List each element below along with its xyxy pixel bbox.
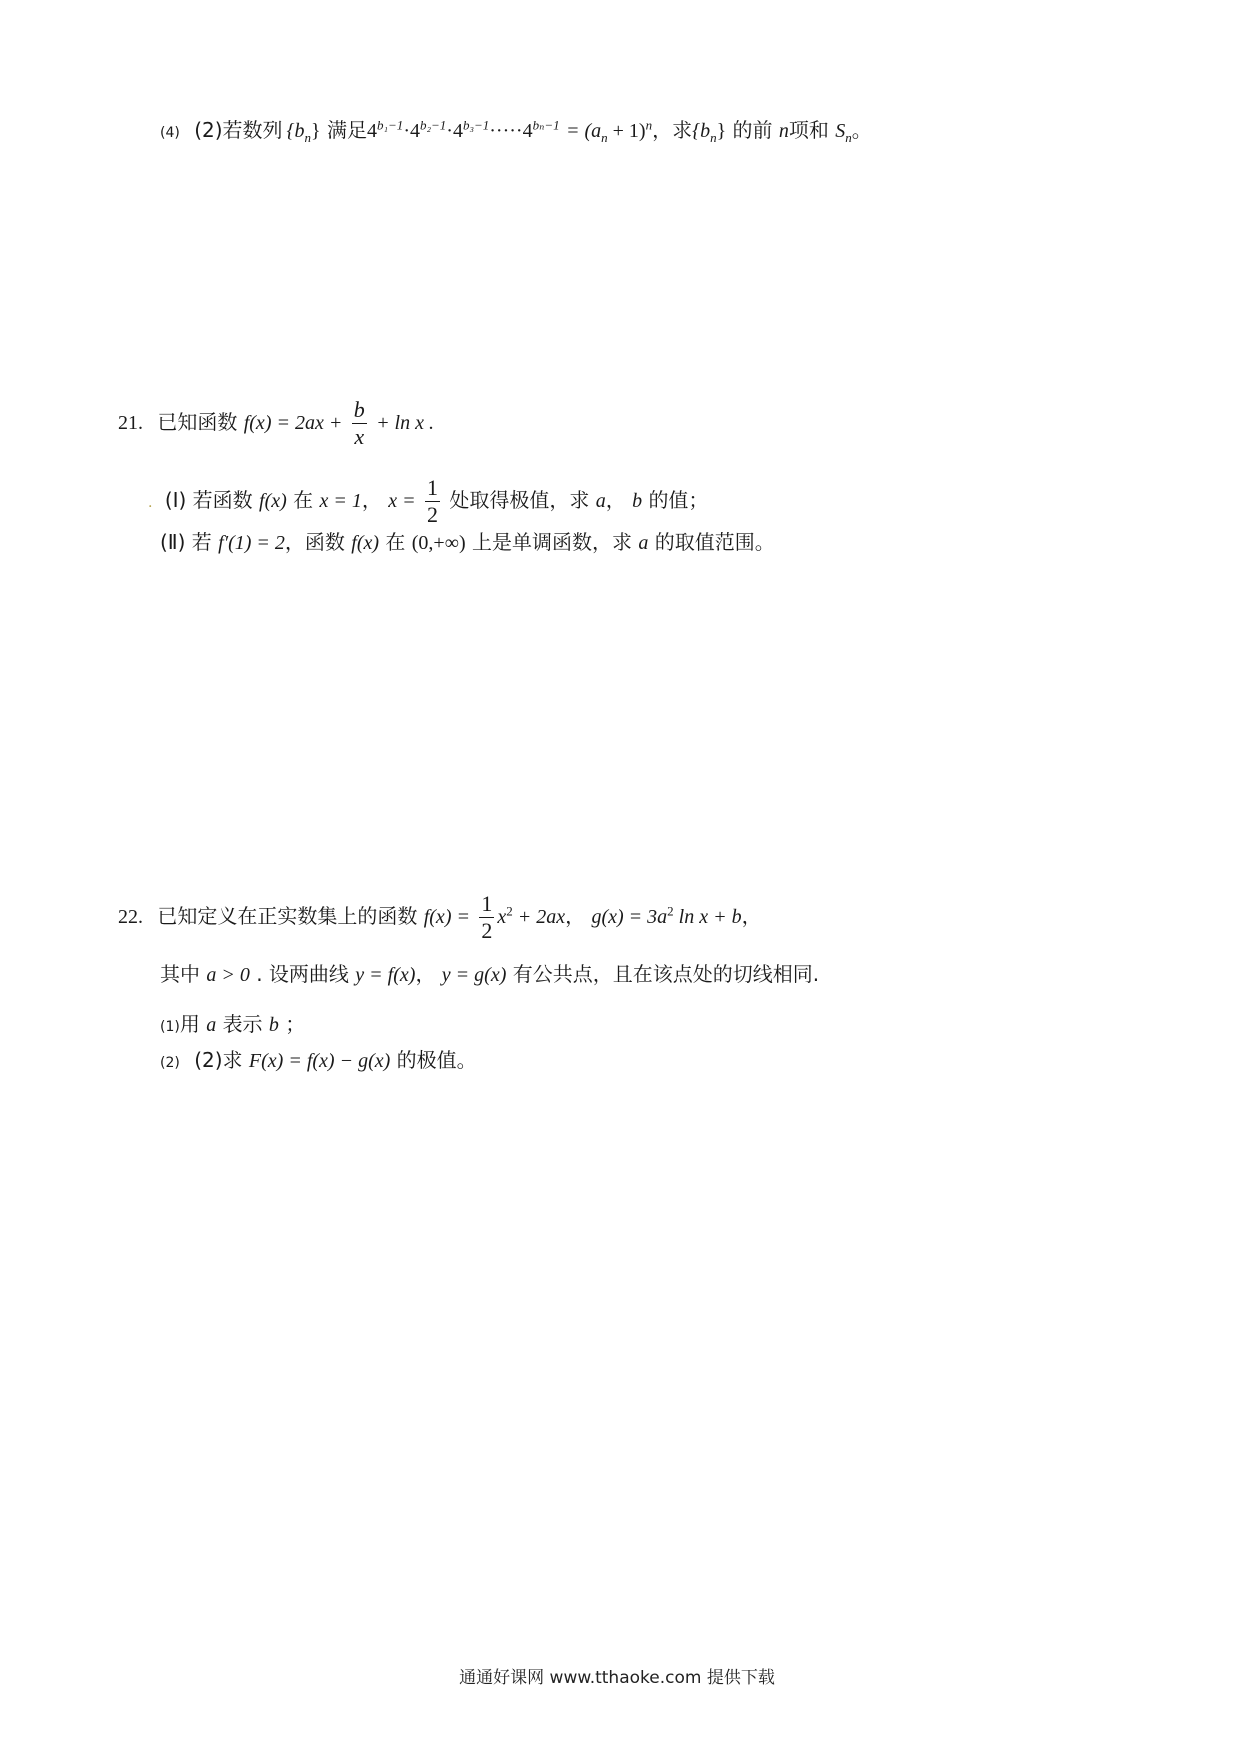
q22-p1-b: b (268, 1014, 279, 1036)
q22-part1 (160, 1010, 305, 1041)
q22-line2 (160, 960, 819, 989)
q21-fraction (352, 398, 367, 449)
q21-frac-den: x (354, 424, 365, 449)
q22-fx-tail1: x (497, 906, 507, 928)
q20-ask-tail: 的前 (726, 118, 779, 142)
q20-ask: ，求 (652, 118, 693, 142)
q20-exp-n: bₙ−1 (532, 117, 560, 133)
q21-p2-fx: f(x) (351, 532, 380, 554)
q22-p2-expr: F(x) = f(x) − g(x) (248, 1050, 391, 1072)
q21-p1-comma2: ， (605, 488, 626, 512)
q21-p1-frac-den: 2 (427, 502, 438, 527)
q22-gx-tail: ln x + b (673, 906, 742, 928)
q21-p2-a: a (638, 532, 649, 554)
q22-fraction (479, 892, 494, 943)
q21-part2 (160, 528, 775, 557)
q21-p1-x2: x = (388, 490, 416, 512)
q20-S-sub: n (845, 130, 852, 145)
q21-p1-fx: f(x) (259, 490, 287, 512)
q21-p2-cond: f′(1) = 2 (218, 532, 285, 554)
q20-rhs-sub: n (601, 130, 608, 145)
q21-number: 21. (118, 412, 143, 434)
q20-part4-line: (4) (2)若数列 $\{b_n\}$ 满足$4^{b_1-1}\cdot 4^{b_2-1}\cdot 4^{b_3-1}\cdot\cdot\cdot\cdot\cdot 4^{b_n-1} = (a_n + 1)^n$，求$\{b_n\}$ 的前 n项和 $S_n$。 (160, 117, 872, 145)
q20-end: 。 (851, 118, 872, 142)
q22-p2-number: (2) (160, 1055, 180, 1071)
q20-seq-close: } (311, 120, 321, 142)
q20-ask-seq: {b (692, 120, 711, 142)
q21-tail: + ln x . (376, 412, 434, 434)
q20-base-1: 4 (367, 120, 378, 142)
q22-p1-end: ； (285, 1012, 306, 1036)
q21-p2-in: 在 (385, 530, 406, 554)
q21-stem (118, 398, 434, 449)
q20-part4-prefix: (2)若数列 (194, 118, 283, 142)
q21-p1-tail: 处取得极值，求 (449, 488, 590, 512)
q20-ask-sub: n (710, 130, 717, 145)
q22-fx-tail2: + 2ax (512, 906, 566, 928)
q22-line2-c: ， (415, 962, 436, 986)
q20-seq-sub: n (304, 130, 312, 145)
q21-p1-at: 在 (293, 488, 314, 512)
q21-part1 (148, 476, 708, 527)
q20-rhs: = (a (565, 120, 602, 142)
q20-ask-close: } (716, 120, 727, 142)
q20-base-2: 4 (409, 120, 420, 142)
q22-part2 (160, 1046, 477, 1077)
q21-p1-end: 的值； (648, 488, 709, 512)
q20-exp-2: b₂−1 (419, 117, 447, 133)
q20-sum-label: 项和 (788, 118, 829, 142)
q20-exp-1: b₁−1 (377, 117, 404, 133)
q22-p2-end: 的极值。 (396, 1048, 477, 1072)
q22-lead: 已知定义在正实数集上的函数 (157, 904, 418, 928)
q22-sep: ， (565, 904, 586, 928)
q21-p2-tail: 上是单调函数，求 (471, 530, 632, 554)
q21-p1-fraction (425, 476, 440, 527)
q22-end: ， (741, 904, 762, 928)
q22-fx-exp: 2 (506, 903, 513, 919)
q20-base-3: 4 (452, 120, 463, 142)
margin-dot-mark: . (148, 495, 153, 511)
q22-line2-a: 其中 (160, 962, 200, 986)
q20-part4-number: (4) (160, 125, 180, 141)
q20-condition: 满足 (327, 118, 368, 142)
page-footer: 通通好课网 www.tthaoke.com 提供下载 (459, 1668, 775, 1688)
q22-gx-exp: 2 (667, 903, 674, 919)
q20-rhs-tail: + 1) (607, 120, 646, 142)
q22-line2-b: . 设两曲线 (256, 962, 349, 986)
q22-p1-text1: 用 (179, 1012, 200, 1036)
q20-base-n: 4 (522, 120, 533, 142)
q21-p1-b: b (632, 490, 643, 512)
q20-dots: ····· (489, 120, 523, 142)
q20-seq-open: {b (286, 120, 305, 142)
q21-p1-label: (Ⅰ) 若函数 (164, 488, 253, 512)
q20-n: n (778, 120, 789, 142)
q22-line2-d: 有公共点，且在该点处的切线相同. (512, 962, 820, 986)
q20-exp-3: b₃−1 (462, 117, 490, 133)
q22-p1-text2: 表示 (222, 1012, 263, 1036)
q21-p2-end: 的取值范围。 (654, 530, 775, 554)
q22-p1-number: (1) (160, 1019, 180, 1035)
q22-fx: f(x) = (423, 906, 470, 928)
q21-p1-frac-num: 1 (427, 475, 438, 500)
q22-frac-den: 2 (481, 918, 493, 943)
q22-line2-y1: y = f(x) (355, 964, 416, 986)
q21-p2-interval: (0,+∞) (411, 532, 466, 554)
q22-frac-num: 1 (481, 891, 493, 916)
q21-p2-label: (Ⅱ) 若 (160, 530, 212, 554)
q22-stem (118, 892, 762, 943)
q22-number: 22. (118, 906, 143, 928)
q21-fx: f(x) = 2ax + (243, 412, 343, 434)
q22-p2-text1: (2)求 (194, 1048, 243, 1072)
q22-line2-y2: y = g(x) (441, 964, 507, 986)
q22-p1-a: a (206, 1014, 217, 1036)
q20-S: S (835, 120, 846, 142)
q22-line2-cond: a > 0 (206, 964, 250, 986)
q21-frac-num: b (353, 397, 365, 422)
q21-p1-x1: x = 1 (319, 490, 362, 512)
q21-p1-a: a (595, 490, 606, 512)
q21-lead: 已知函数 (157, 410, 238, 434)
q21-p1-comma: ， (361, 488, 382, 512)
q22-gx: g(x) = 3a (591, 906, 668, 928)
q20-rhs-exp: n (645, 117, 653, 133)
q21-p2-mid: ，函数 (284, 530, 345, 554)
